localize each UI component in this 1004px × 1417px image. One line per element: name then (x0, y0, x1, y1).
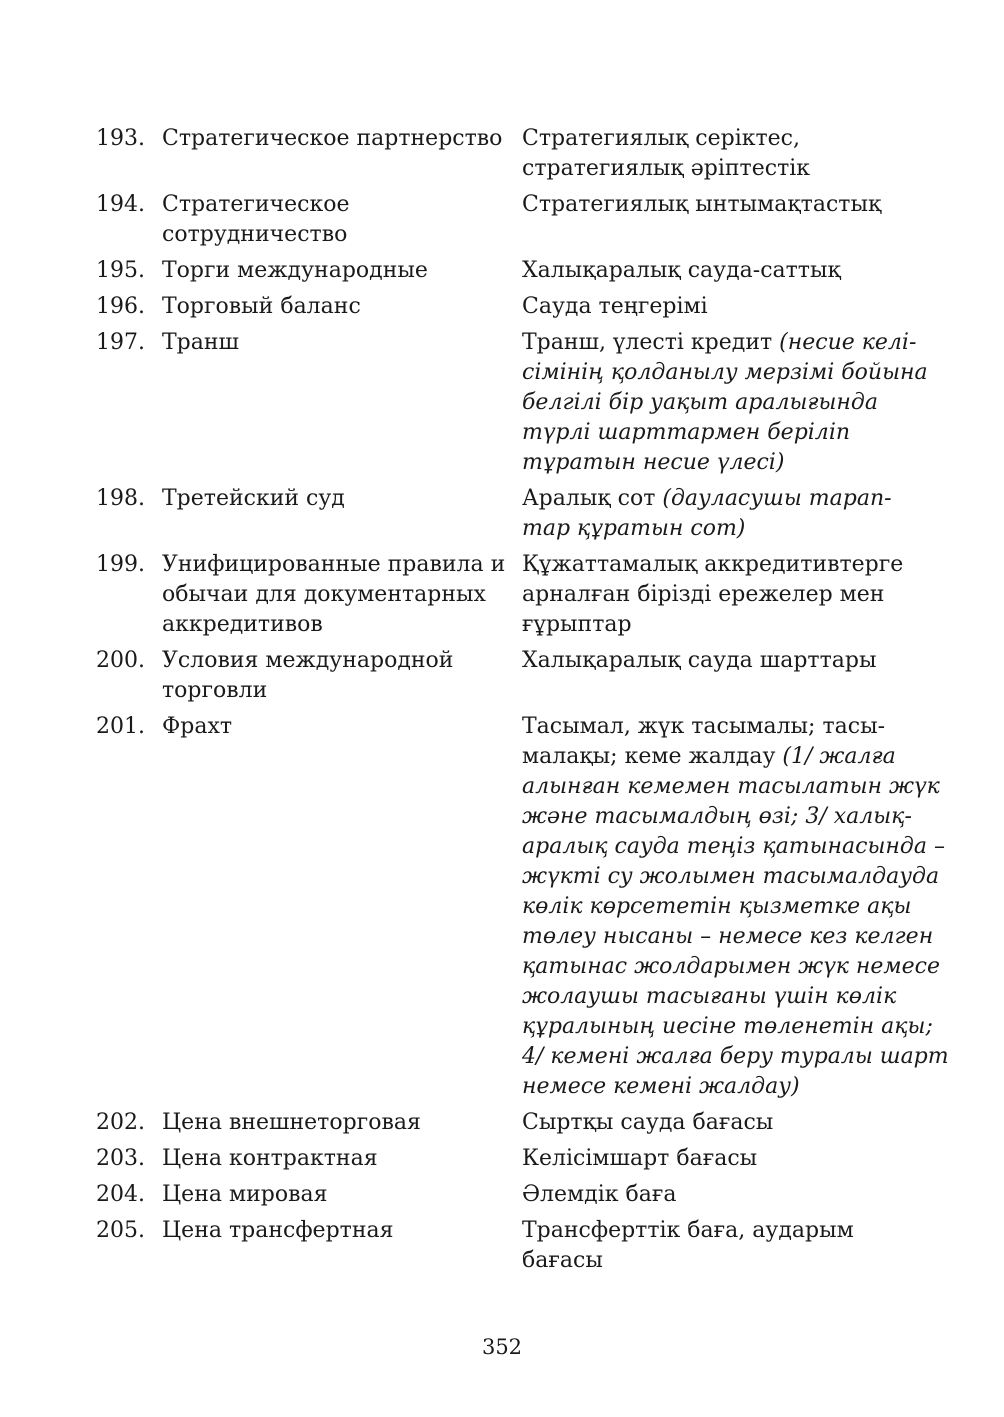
russian-term (162, 292, 522, 322)
kazakh-translation-line (522, 124, 916, 154)
glossary-entry (96, 550, 916, 640)
kazakh-translation-line (522, 292, 916, 322)
explanatory-note: (1/ жалға (782, 744, 896, 769)
explanatory-note: (несие келі- (779, 330, 917, 355)
glossary-entry (96, 190, 916, 250)
kazakh-translation-line (522, 982, 916, 1012)
entry-number: 197. (96, 330, 145, 355)
kazakh-translation-line (522, 448, 916, 478)
translation-text: Халықаралық сауда шарттары (522, 648, 877, 673)
glossary-entry (96, 256, 916, 286)
glossary-entry (96, 1144, 916, 1174)
russian-term (162, 1108, 522, 1138)
translation-text: стратегиялық әріптестік (522, 156, 811, 181)
russian-term-line: Унифицированные правила и (162, 552, 506, 577)
explanatory-note: (дауласушы тарап- (662, 486, 892, 511)
russian-term-line: аккредитивов (162, 612, 323, 637)
kazakh-translation (522, 124, 916, 184)
kazakh-translation-line (522, 742, 916, 772)
russian-term (162, 550, 522, 640)
kazakh-translation-line (522, 256, 916, 286)
kazakh-translation-line (522, 646, 916, 676)
kazakh-translation-line (522, 1216, 916, 1246)
explanatory-note: жолаушы тасығаны үшін көлік (522, 984, 897, 1009)
explanatory-note: аралық сауда теңіз қатынасында – (522, 834, 945, 859)
kazakh-translation-line (522, 1072, 916, 1102)
kazakh-translation-line (522, 388, 916, 418)
russian-term (162, 1216, 522, 1246)
kazakh-translation-line (522, 610, 916, 640)
explanatory-note: сімінің қолданылу мерзімі бойына (522, 360, 928, 385)
entry-number: 193. (96, 126, 145, 151)
russian-term (162, 646, 522, 706)
explanatory-note: және тасымалдың өзі; 3/ халық- (522, 804, 912, 829)
kazakh-translation (522, 646, 916, 676)
glossary-list (96, 124, 949, 1282)
kazakh-translation-line (522, 1144, 916, 1174)
kazakh-translation (522, 712, 949, 1102)
entry-number: 204. (96, 1182, 145, 1207)
entry-number: 194. (96, 192, 145, 217)
russian-term-line: Фрахт (162, 714, 233, 739)
explanatory-note: құралының иесіне төленетін ақы; (522, 1014, 933, 1039)
translation-text: ғұрыптар (522, 612, 632, 637)
russian-term-line: Транш (162, 330, 239, 355)
russian-term (162, 124, 522, 154)
explanatory-note: қатынас жолдарымен жүк немесе (522, 954, 940, 979)
glossary-entry (96, 712, 949, 1102)
kazakh-translation-line (522, 514, 916, 544)
kazakh-translation-line (522, 922, 934, 952)
translation-text: Құжаттамалық аккредитивтерге (522, 552, 904, 577)
kazakh-translation-line (522, 550, 916, 580)
kazakh-translation-line (522, 1246, 916, 1276)
kazakh-translation-line (522, 358, 928, 388)
kazakh-translation (522, 292, 916, 322)
russian-term (162, 1144, 522, 1174)
russian-term-line: Цена мировая (162, 1182, 328, 1207)
kazakh-translation (522, 484, 916, 544)
glossary-entry (96, 292, 916, 322)
entry-number: 198. (96, 486, 145, 511)
translation-text: Тасымал, жүк тасымалы; тасы- (522, 714, 886, 739)
explanatory-note: көлік көрсететін қызметке ақы (522, 894, 912, 919)
explanatory-note: тұратын несие үлесі) (522, 450, 785, 475)
explanatory-note: 4/ кемені жалға беру туралы шарт (522, 1044, 949, 1069)
entry-number: 201. (96, 714, 145, 739)
translation-text: Сыртқы сауда бағасы (522, 1110, 774, 1135)
entry-number: 205. (96, 1218, 145, 1243)
kazakh-translation-line (522, 862, 940, 892)
kazakh-translation (522, 1180, 916, 1210)
glossary-entry (96, 124, 916, 184)
kazakh-translation-line (522, 892, 916, 922)
kazakh-translation (522, 550, 916, 640)
russian-term (162, 256, 522, 286)
russian-term-line: торговли (162, 678, 268, 703)
kazakh-translation-line (522, 154, 916, 184)
russian-term-line: Условия международной (162, 648, 454, 673)
translation-text: арналған бірізді ережелер мен (522, 582, 885, 607)
russian-term-line: сотрудничество (162, 222, 348, 247)
entry-number: 203. (96, 1146, 145, 1171)
russian-term-line: Торговый баланс (162, 294, 361, 319)
glossary-entry (96, 484, 916, 544)
glossary-entry (96, 328, 928, 478)
russian-term-line: Стратегическое партнерство (162, 126, 503, 151)
glossary-entry (96, 1108, 916, 1138)
kazakh-translation (522, 190, 916, 220)
russian-term-line: Стратегическое (162, 192, 350, 217)
kazakh-translation-line (522, 802, 916, 832)
glossary-entry (96, 1180, 916, 1210)
kazakh-translation-line (522, 418, 916, 448)
kazakh-translation (522, 256, 916, 286)
kazakh-translation-line (522, 1180, 916, 1210)
russian-term-line: обычаи для документарных (162, 582, 486, 607)
russian-term-line: Цена трансфертная (162, 1218, 394, 1243)
russian-term (162, 712, 522, 742)
translation-text: бағасы (522, 1248, 603, 1273)
translation-text: Транш, үлесті кредит (522, 330, 780, 355)
explanatory-note: жүкті су жолымен тасымалдауда (522, 864, 940, 889)
translation-text: Әлемдік баға (522, 1182, 677, 1207)
kazakh-translation (522, 328, 928, 478)
explanatory-note: тар құратын сот) (522, 516, 746, 541)
translation-text: Халықаралық сауда-саттық (522, 258, 841, 283)
entry-number: 196. (96, 294, 145, 319)
translation-text: малақы; кеме жалдау (522, 744, 783, 769)
page-number: 352 (481, 1335, 523, 1359)
explanatory-note: төлеу нысаны – немесе кез келген (522, 924, 934, 949)
russian-term-line: Торги международные (162, 258, 428, 283)
kazakh-translation-line (522, 952, 940, 982)
kazakh-translation (522, 1144, 916, 1174)
entry-number: 195. (96, 258, 145, 283)
explanatory-note: түрлі шарттармен беріліп (522, 420, 851, 445)
kazakh-translation-line (522, 712, 916, 742)
translation-text: Стратегиялық ынтымақтастық (522, 192, 882, 217)
kazakh-translation (522, 1216, 916, 1276)
translation-text: Сауда теңгерімі (522, 294, 708, 319)
entry-number: 202. (96, 1110, 145, 1135)
russian-term (162, 328, 522, 358)
translation-text: Келісімшарт бағасы (522, 1146, 758, 1171)
russian-term (162, 190, 522, 250)
glossary-entry (96, 646, 916, 706)
russian-term-line: Третейский суд (162, 486, 345, 511)
translation-text: Аралық сот (522, 486, 663, 511)
russian-term-line: Цена контрактная (162, 1146, 378, 1171)
kazakh-translation-line (522, 484, 916, 514)
kazakh-translation-line (522, 190, 916, 220)
russian-term (162, 1180, 522, 1210)
kazakh-translation-line (522, 1012, 933, 1042)
kazakh-translation-line (522, 832, 945, 862)
kazakh-translation-line (522, 1108, 916, 1138)
translation-text: Трансферттік баға, аударым (522, 1218, 854, 1243)
kazakh-translation-line (522, 328, 916, 358)
explanatory-note: алынған кемемен тасылатын жүк (522, 774, 940, 799)
kazakh-translation-line (522, 1042, 949, 1072)
explanatory-note: немесе кемені жалдау) (522, 1074, 800, 1099)
kazakh-translation (522, 1108, 916, 1138)
glossary-entry (96, 1216, 916, 1276)
russian-term-line: Цена внешнеторговая (162, 1110, 421, 1135)
translation-text: Стратегиялық серіктес, (522, 126, 800, 151)
entry-number: 200. (96, 648, 145, 673)
kazakh-translation-line (522, 772, 940, 802)
russian-term (162, 484, 522, 514)
kazakh-translation-line (522, 580, 916, 610)
entry-number: 199. (96, 552, 145, 577)
explanatory-note: белгілі бір уақыт аралығында (522, 390, 878, 415)
